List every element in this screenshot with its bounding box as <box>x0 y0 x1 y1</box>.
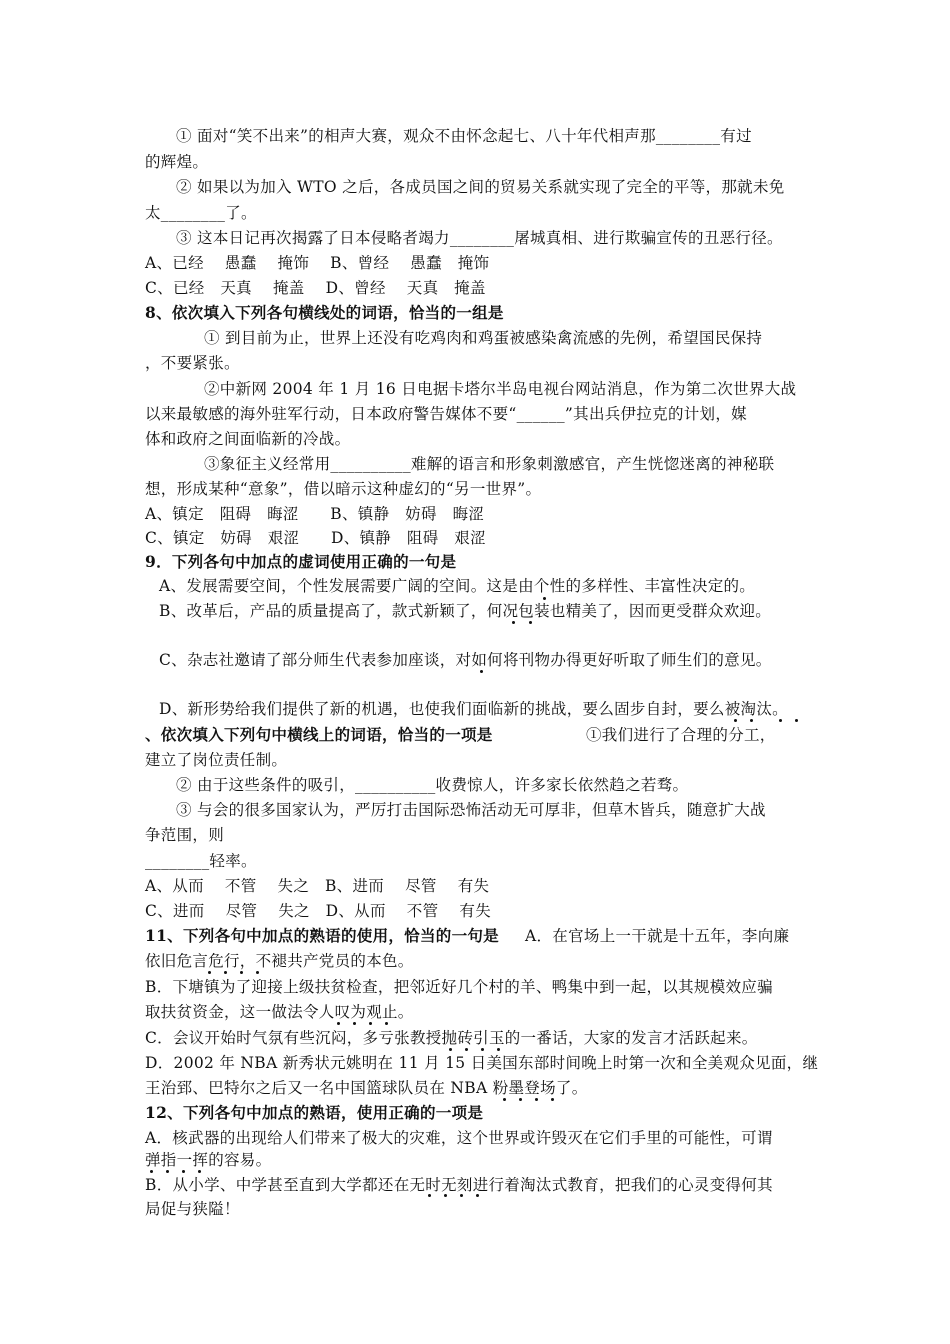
text-line: 局促与狭隘！ <box>145 1200 240 1218</box>
text-line: ① 到目前为止，世界上还没有吃鸡肉和鸡蛋被感染禽流感的先例，希望国民保持 <box>204 329 763 347</box>
emphasis-dot <box>166 1170 169 1173</box>
emphasis-dot <box>385 1022 388 1025</box>
emphasis-dot <box>519 1098 522 1101</box>
text-line: ，不要紧张。 <box>145 354 240 372</box>
text-line: 依旧危言危行，不褪共产党员的本色。 <box>145 952 414 970</box>
text-line: ① 面对“笑不出来”的相声大赛，观众不由怀念起七、八十年代相声那________有过 <box>176 127 752 145</box>
option-line: A、发展需要空间，个性发展需要广阔的空间。这是由个性的多样性、丰富性决定的。 <box>159 577 756 595</box>
text-line: 体和政府之间面临新的冷战。 <box>145 430 351 448</box>
text-line: 取扶贫资金，这一做法令人叹为观止。 <box>145 1003 414 1021</box>
text-line: 王治郅、巴特尔之后又一名中国篮球队员在 NBA 粉墨登场了。 <box>145 1079 588 1097</box>
text-line: ①我们进行了合理的分工， <box>586 726 776 744</box>
emphasis-dot <box>198 1170 201 1173</box>
option-line: C、进而 尽管 失之 D、从而 不管 有失 <box>145 902 491 920</box>
emphasis-dot <box>208 971 211 974</box>
option-line: C、已经 天真 掩盖 D、曾经 天真 掩盖 <box>145 279 486 297</box>
emphasis-dot <box>353 1022 356 1025</box>
emphasis-dot <box>535 1098 538 1101</box>
emphasis-dot <box>481 1048 484 1051</box>
option-line: B．下塘镇为了迎接上级扶贫检查，把邻近好几个村的羊、鸭集中到一起，以其规模效应骗 <box>145 978 773 996</box>
option-line: A．核武器的出现给人们带来了极大的灾难，这个世界或许毁灭在它们手里的可能性，可谓 <box>145 1129 773 1147</box>
text-line: 以来最敏感的海外驻军行动，日本政府警告媒体不要“______”其出兵伊拉克的计划，媒 <box>145 405 747 423</box>
question-heading: 12、下列各句中加点的熟语，使用正确的一项是 <box>145 1103 484 1122</box>
emphasis-dot <box>182 1170 185 1173</box>
text-line: 想，形成某种“意象”，借以暗示这种虚幻的“另一世界”。 <box>145 480 542 498</box>
question-heading: 9．下列各句中加点的虚词使用正确的一句是 <box>145 552 457 571</box>
option-line: A．在官场上一干就是十五年，李向廉 <box>525 927 790 945</box>
emphasis-dot <box>543 597 546 600</box>
emphasis-dot <box>428 1194 431 1197</box>
text-line: ③ 这本日记再次揭露了日本侵略者竭力________屠城真相、进行欺骗宣传的丑恶行径。 <box>176 229 783 247</box>
text-line: 弹指一挥的容易。 <box>145 1151 272 1169</box>
emphasis-dot <box>480 670 483 673</box>
emphasis-dot <box>337 1022 340 1025</box>
text-line: 建立了岗位责任制。 <box>145 751 288 769</box>
emphasis-dot <box>460 1194 463 1197</box>
text-line: ② 如果以为加入 WTO 之后，各成员国之间的贸易关系就实现了完全的平等，那就未免 <box>176 178 785 196</box>
emphasis-dot <box>551 1098 554 1101</box>
emphasis-dot <box>369 1022 372 1025</box>
option-line: C、镇定 妨碍 艰涩 D、镇静 阻碍 艰涩 <box>145 529 486 547</box>
emphasis-dot <box>476 1194 479 1197</box>
option-line: A、已经 愚蠢 掩饰 B、曾经 愚蠢 掩饰 <box>145 254 490 272</box>
emphasis-dot <box>224 971 227 974</box>
text-line: ③象征主义经常用__________难解的语言和形象刺激感官，产生恍惚迷离的神秘联 <box>204 455 775 473</box>
text-line: 争范围，则 <box>145 826 225 844</box>
option-line: A、镇定 阻碍 晦涩 B、镇静 妨碍 晦涩 <box>145 505 485 523</box>
emphasis-dot <box>465 1048 468 1051</box>
emphasis-dot <box>734 719 737 722</box>
option-line: D．2002 年 NBA 新秀状元姚明在 11 月 15 日美国东部时间晚上时第一次和全美观众见面，继 <box>145 1054 819 1072</box>
text-line: ② 由于这些条件的吸引，__________收费惊人，许多家长依然趋之若骛。 <box>176 776 689 794</box>
text-line: ③ 与会的很多国家认为，严厉打击国际恐怖活动无可厚非，但草木皆兵，随意扩大战 <box>176 801 766 819</box>
option-line: B．从小学、中学甚至直到大学都还在无时无刻进行着淘汰式教育，把我们的心灵变得何其 <box>145 1176 773 1194</box>
emphasis-dot <box>795 719 798 722</box>
emphasis-dot <box>750 719 753 722</box>
option-line: D、新形势给我们提供了新的机遇，也使我们面临新的挑战，要么固步自封，要么被淘汰。 <box>159 700 788 718</box>
text-line: ②中新网 2004 年 1 月 16 日电据卡塔尔半岛电视台网站消息，作为第二次世界大战 <box>204 380 797 398</box>
option-line: C、杂志社邀请了部分师生代表参加座谈，对如何将刊物办得更好听取了师生们的意见。 <box>159 651 772 669</box>
emphasis-dot <box>444 1194 447 1197</box>
emphasis-dot <box>150 1170 153 1173</box>
emphasis-dot <box>779 719 782 722</box>
question-heading: 11、下列各句中加点的熟语的使用，恰当的一句是 <box>145 926 499 945</box>
option-line: C．会议开始时气氛有些沉闷，多亏张教授抛砖引玉的一番话，大家的发言才活跃起来。 <box>145 1029 758 1047</box>
question-heading: 8、依次填入下列各句横线处的词语，恰当的一组是 <box>145 303 504 322</box>
option-line: B、改革后，产品的质量提高了，款式新颖了，何况包装也精美了，因而更受群众欢迎。 <box>159 602 772 620</box>
question-heading: 、依次填入下列句中横线上的词语，恰当的一项是 <box>145 725 493 744</box>
text-line: 的辉煌。 <box>145 153 209 171</box>
emphasis-dot <box>449 1048 452 1051</box>
option-line: A、从而 不管 失之 B、进而 尽管 有失 <box>145 877 490 895</box>
emphasis-dot <box>512 621 515 624</box>
emphasis-dot <box>529 621 532 624</box>
text-line: 太________了。 <box>145 204 257 222</box>
emphasis-dot <box>256 971 259 974</box>
emphasis-dot <box>503 1098 506 1101</box>
text-line: ________轻率。 <box>145 852 257 870</box>
emphasis-dot <box>497 1048 500 1051</box>
emphasis-dot <box>240 971 243 974</box>
